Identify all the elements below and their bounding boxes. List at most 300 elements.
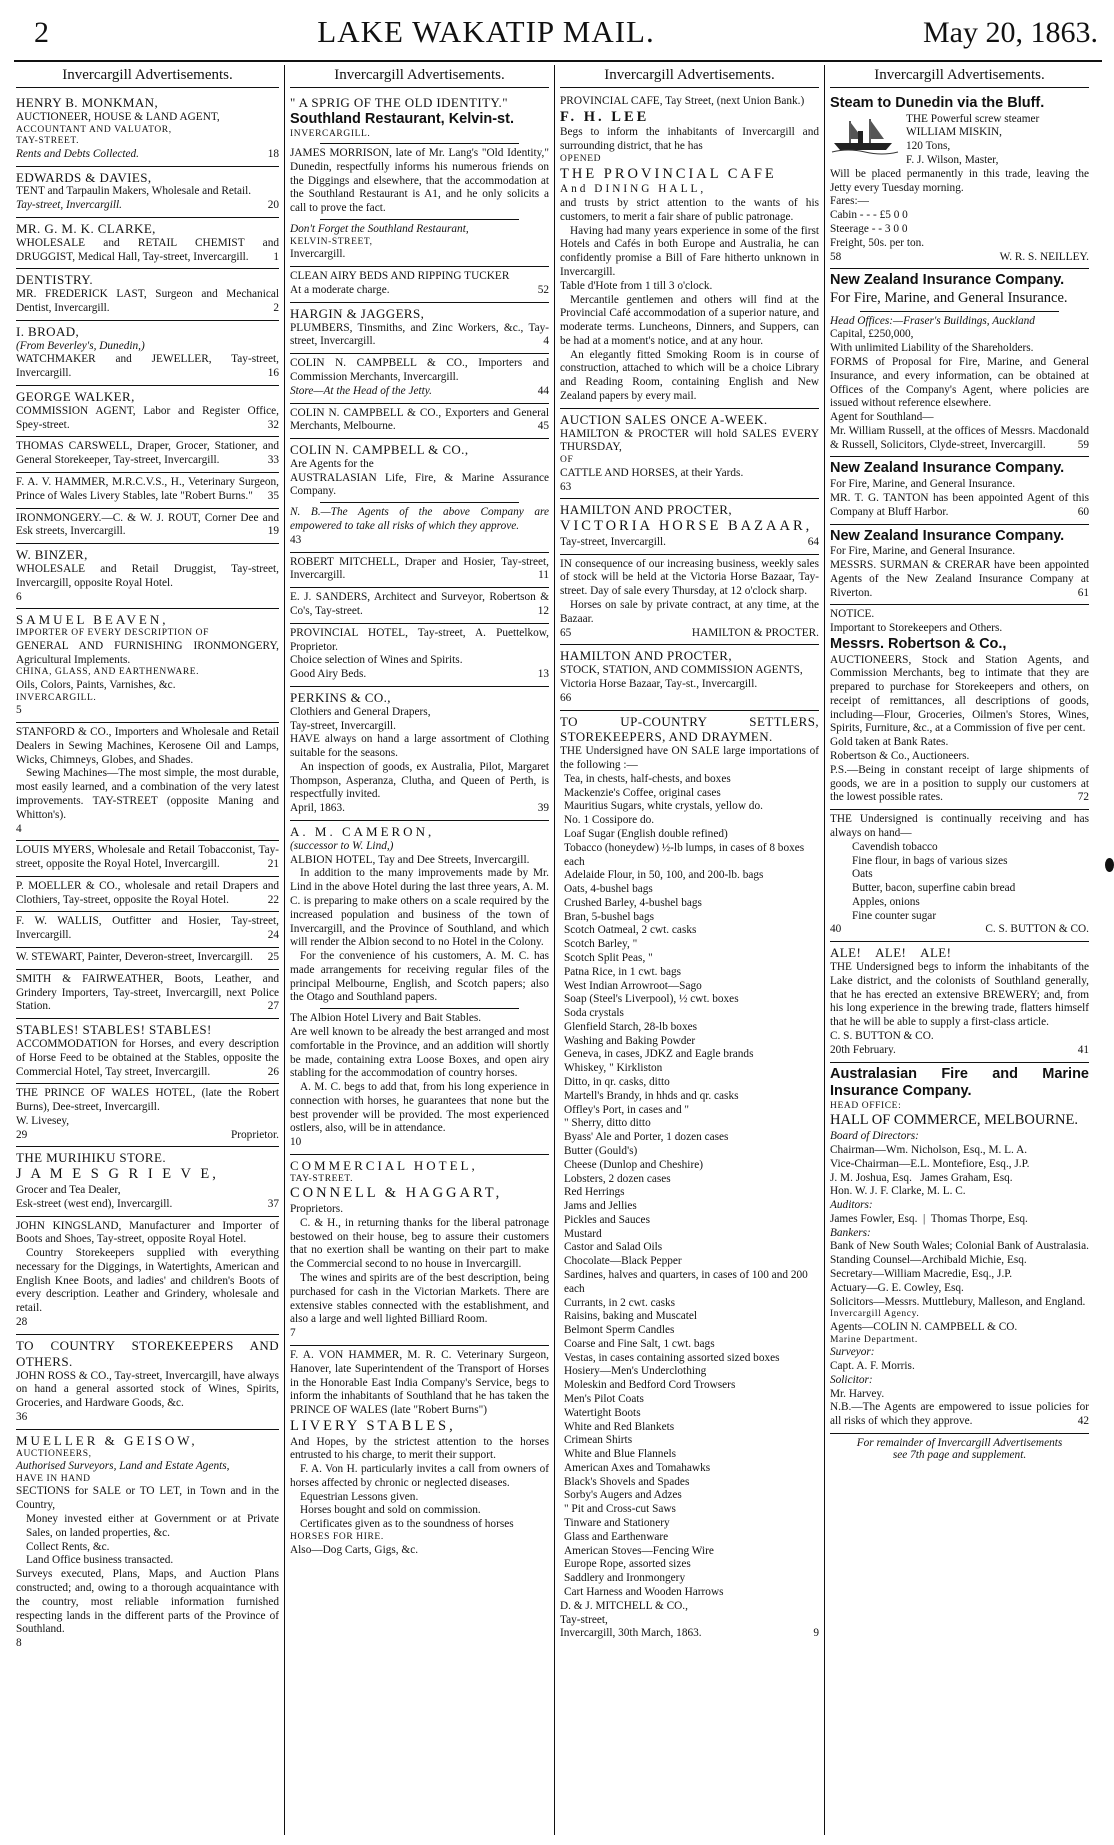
ad-text: Money invested either at Government or at Private Sales, on landed properties, &c. <box>26 1513 279 1539</box>
goods-list-item: Geneva, in cases, JDKZ and Eagle brands <box>564 1048 754 1061</box>
ad-hammer <box>16 473 279 509</box>
ad-text: Good Airy Beds. <box>290 668 367 681</box>
ad-text: CONNELL & HAGGART, <box>290 1185 503 1202</box>
ad-stock-agents <box>560 645 819 710</box>
goods-list-item: No. 1 Cossipore do. <box>564 814 655 827</box>
ad-text: Grocer and Tea Dealer, <box>16 1184 121 1197</box>
ad-text: Don't Forget the Southland Restaurant, <box>290 223 469 236</box>
goods-list-item: Pickles and Sauces <box>564 1213 650 1226</box>
ad-text: With unlimited Liability of the Shareholders. <box>830 342 1034 355</box>
ad-title: A. M. CAMERON, <box>290 823 435 839</box>
ad-text: THE Undersigned begs to inform the inhabitants of the Lake district, and the colonists of Southland generally, that he has erected an extensive BREWERY; and, from his long experience in the brewing trade, flatters himself that he will be able to supply a first-class article. <box>830 961 1089 1029</box>
ad-text: April, 1863. <box>290 802 345 815</box>
ad-title: STABLES! STABLES! STABLES! <box>16 1022 212 1038</box>
ad-kingsland <box>16 1217 279 1335</box>
columns <box>14 65 1102 1835</box>
ad-beaven <box>16 609 279 723</box>
ad-text: COLIN N. CAMPBELL & CO., Importers and Commission Merchants, Invercargill. <box>290 357 549 383</box>
ad-text: Horses bought and sold on commission. <box>300 1504 481 1517</box>
ad-stables <box>16 1019 279 1084</box>
ad-title: COMMERCIAL HOTEL, <box>290 1158 478 1174</box>
goods-list-item: Vestas, in cases containing assorted sized boxes <box>564 1351 780 1364</box>
goods-list-item: West Indian Arrowroot—Sago <box>564 979 702 992</box>
ad-text: F. A. V. HAMMER, M.R.C.V.S., H., Veterinary Surgeon, Prince of Wales Livery Stables, late "Robert Burns." <box>16 476 279 502</box>
ad-number: 22 <box>267 893 279 906</box>
ad-text: E. J. SANDERS, Architect and Surveyor, Robertson & Co's, Tay-street. <box>290 591 549 617</box>
goods-list-item: Raisins, baking and Muscatel <box>564 1310 698 1323</box>
ad-text: Solicitor: <box>830 1373 873 1386</box>
ad-text: In addition to the many improvements made by Mr. Lind in the above Hotel during the last three years, A. M. C. is preparing to make others on a scale required by the increased population and business of the town of Invercargill, and the Province of Southland, and which will render the Albion second to no Hotel in the Colony. <box>290 867 549 949</box>
ad-text: Standing Counsel—Archibald Michie, Esq. <box>830 1254 1027 1267</box>
ad-text: Begs to inform the inhabitants of Invercargill and surrounding district, that he has <box>560 126 819 153</box>
ad-campbell-exporters <box>290 404 549 440</box>
ad-number: 26 <box>267 1065 279 1078</box>
ad-title: GEORGE WALKER, <box>16 389 135 405</box>
ad-text: W. STEWART, Painter, Deveron-street, Invercargill. <box>16 951 253 964</box>
ad-number: 33 <box>267 454 279 467</box>
ad-sanders <box>290 588 549 624</box>
issue-date: May 20, 1863. <box>922 16 1098 49</box>
ad-text: WATCHMAKER and JEWELLER, Tay-street, Invercargill. <box>16 353 279 380</box>
ad-nz-insurance-1 <box>830 269 1089 457</box>
goods-list-item: Scotch Split Peas, " <box>564 952 653 965</box>
column-heading: Invercargill Advertisements. <box>560 65 819 88</box>
goods-list-item: Moleskin and Bedford Cord Trowsers <box>564 1379 736 1392</box>
masthead <box>14 14 1102 62</box>
ad-text: PLUMBERS, Tinsmiths, and Zinc Workers, &c., Tay-street, Invercargill. <box>290 321 549 348</box>
ad-brewery <box>830 942 1089 1062</box>
ad-text: GENERAL AND FURNISHING IRONMONGERY, Agricultural Implements. <box>16 639 279 666</box>
ad-number: 65 <box>560 626 572 639</box>
ad-text: VICTORIA HORSE BAZAAR, <box>560 518 813 535</box>
ad-number: 1 <box>273 250 279 263</box>
ad-text: TAY-STREET. <box>16 136 80 147</box>
goods-list <box>560 773 819 1600</box>
ad-smith <box>16 970 279 1019</box>
ad-rout <box>16 509 279 545</box>
ad-text: JOHN ROSS & CO., Tay-street, Invercargill, have always on hand a general assorted stock of Wines, Spirits, Groceries, and Hardware Goods, &c. <box>16 1369 279 1410</box>
ad-text: For Fire, Marine, and General Insurance. <box>830 545 1016 558</box>
ad-text: Surveyor: <box>830 1346 875 1359</box>
goods-list-item: Jams and Jellies <box>564 1200 637 1213</box>
ad-text: and trusts by strict attention to the wants of his customers, to merit a fair share of public patronage. <box>560 197 819 223</box>
goods-list-item: Loaf Sugar (English double refined) <box>564 827 728 840</box>
ad-provincial-cafe <box>560 92 819 409</box>
goods-list-item: Hosiery—Men's Underclothing <box>564 1365 707 1378</box>
goods-list-item: Europe Rope, assorted sizes <box>564 1558 691 1571</box>
goods-list-item: Men's Pilot Coats <box>564 1393 644 1406</box>
ad-nz-insurance-2 <box>830 457 1089 524</box>
ad-title: MR. G. M. K. CLARKE, <box>16 221 156 236</box>
ad-text: Authorised Surveyors, Land and Estate Agents, <box>16 1460 230 1473</box>
ad-title: New Zealand Insurance Company. <box>830 460 1065 477</box>
ad-text: P.S.—Being in constant receipt of large shipments of goods, we are in a position to supply our customers at the lowest possible rates. <box>830 763 1089 804</box>
ad-number: 35 <box>267 489 279 502</box>
ad-text: Tay-street, Invercargill. <box>560 535 666 548</box>
goods-list-item: Tinware and Stationery <box>564 1517 670 1530</box>
ad-title: Steam to Dunedin via the Bluff. <box>830 95 1045 111</box>
ad-nz-insurance-3 <box>830 525 1089 606</box>
goods-list-item: Lobsters, 2 dozen cases <box>564 1172 671 1185</box>
ad-text: HAVE always on hand a large assortment of Clothing suitable for the seasons. <box>290 733 549 760</box>
ad-number: 4 <box>543 335 549 348</box>
ad-text: AUCTIONEERS, Stock and Station Agents, and Commission Merchants, beg to intimate that they are prepared to purchase for Storekeepers and others, on receipt of remittances, all descriptions of goods, including—Flour, Groceries, Oilmen's Stores, Wines, Spirits, Furniture, &c., at a Commission of five per cent. <box>830 653 1089 735</box>
ad-text: Invercargill Agency. <box>830 1309 920 1320</box>
ad-mitchell <box>290 553 549 589</box>
ad-title: EDWARDS & DAVIES, <box>16 169 152 185</box>
ad-text: (successor to W. Lind,) <box>290 839 394 852</box>
ad-title: The Albion Hotel Livery and Bait Stables. <box>290 1012 482 1025</box>
steamship-icon <box>830 115 900 155</box>
ad-text: KELVIN-STREET, <box>290 236 373 247</box>
ad-title: SAMUEL BEAVEN, <box>16 612 169 628</box>
ad-number: 19 <box>267 525 279 538</box>
ad-text: Are Agents for the <box>290 457 374 470</box>
ad-text: Invercargill. <box>290 248 346 261</box>
goods-list-item: White and Red Blankets <box>564 1420 675 1433</box>
ad-text: Invercargill, 30th March, 1863. <box>560 1627 702 1640</box>
ad-title: Australasian Fire and Marine Insurance Company. <box>830 1065 1089 1100</box>
goods-list-item: Currants, in 2 cwt. casks <box>564 1296 676 1309</box>
ad-text: Auditors: <box>830 1199 873 1212</box>
ad-monkman <box>16 92 279 167</box>
goods-list-item: Soda crystals <box>564 1007 624 1020</box>
goods-list-item: Patna Rice, in 1 cwt. bags <box>564 965 682 978</box>
goods-list-item: Glenfield Starch, 28-lb boxes <box>564 1020 698 1033</box>
ad-text: MR. FREDERICK LAST, Surgeon and Mechanical Dentist, Invercargill. <box>16 288 279 315</box>
ad-text: Freight, 50s. per ton. <box>830 236 925 249</box>
ad-text: The wines and spirits are of the best description, being purchased for cash in the Victorian Markets. There are extensive stables connected with the establishment, and also a large and well lighted Billiard Room. <box>290 1272 549 1326</box>
ad-text: STOCK, STATION, AND COMMISSION AGENTS, <box>560 664 803 677</box>
ad-text: Important to Storekeepers and Others. <box>830 622 1003 635</box>
ad-text: Solicitors—Messrs. Muttlebury, Malleson, and England. <box>830 1295 1086 1308</box>
goods-list-item: Mackenzie's Coffee, original cases <box>564 786 721 799</box>
ad-myers <box>16 841 279 877</box>
ad-text: IMPORTER OF EVERY DESCRIPTION OF <box>16 628 209 639</box>
ad-text: HAVE IN HAND <box>16 1473 91 1484</box>
ad-text: WILLIAM MISKIN, <box>906 126 1003 139</box>
ad-text: Proprietors. <box>290 1203 344 1216</box>
ad-text: CATTLE AND HORSES, at their Yards. <box>560 466 744 479</box>
ad-text: ROBERT MITCHELL, Draper and Hosier, Tay-street, Invercargill. <box>290 555 549 582</box>
ad-campbell-agents <box>290 439 549 553</box>
ad-text: HORSES FOR HIRE. <box>290 1532 384 1543</box>
ad-number: 21 <box>267 858 279 871</box>
goods-list-item: Watertight Boots <box>564 1406 641 1419</box>
divider <box>320 143 519 144</box>
ad-number: 40 <box>830 923 842 936</box>
ad-text: F. A. VON HAMMER, M. R. C. Veterinary Surgeon, Hanover, late Superintendent of the Transport of Horses in the Honorable East India Company's Service, begs to inform the inhabitants of Southland that he has taken the PRINCE OF WALES (late "Robert Burns") <box>290 1348 549 1417</box>
ad-text: THE Undersigned is continually receiving and has always on hand— <box>830 813 1089 839</box>
ad-text: Land Office business transacted. <box>26 1554 174 1567</box>
ad-broad <box>16 321 279 386</box>
goods-list-item: Ditto, in qr. casks, ditto <box>564 1076 670 1089</box>
ad-text: Country Storekeepers supplied with everything necessary for the Diggings, in Watertights, American and English Knee Boots, and ladies' and children's Boots of every description. Leather and Grindery, wholesale and retail. <box>16 1247 279 1315</box>
ad-australasian-insurance <box>830 1063 1089 1434</box>
ad-number: 41 <box>1077 1043 1089 1056</box>
ad-text: FORMS of Proposal for Fire, Marine, and General Insurance, and every information, can be obtained at Offices of the Company's Agent, where policies are issued without reference elsewhere. <box>830 356 1089 410</box>
ad-text: Head Offices:—Fraser's Buildings, Auckland <box>830 314 1035 327</box>
ad-text: TAY-STREET. <box>290 1173 354 1184</box>
ad-number: 20 <box>267 199 279 212</box>
ad-robertson <box>830 605 1089 810</box>
ad-auction-sales <box>560 409 819 500</box>
ad-southland-restaurant <box>290 92 549 267</box>
ad-text: Bank of New South Wales; Colonial Bank of Australasia. <box>830 1240 1089 1253</box>
ad-albion-hotel <box>290 821 549 1155</box>
ad-number: 28 <box>16 1316 28 1329</box>
goods-list-item: Cart Harness and Wooden Harrows <box>564 1585 724 1598</box>
ad-text: (From Beverley's, Dunedin,) <box>16 339 145 352</box>
column-2 <box>284 65 554 1835</box>
ad-text: Clothiers and General Drapers, <box>290 705 431 718</box>
ad-title: HAMILTON AND PROCTER, <box>560 648 733 664</box>
ad-text: Marine Department. <box>830 1334 918 1345</box>
column-3 <box>554 65 824 1835</box>
goods-list-item: American Axes and Tomahawks <box>564 1461 711 1474</box>
ad-number: 61 <box>1077 586 1089 599</box>
ad-title: New Zealand Insurance Company. <box>830 527 1065 544</box>
ad-text: Mercantile gentlemen and others will find at the Provincial Café accommodation of a superior nature, and moderate terms. Luncheons, Dinners, and Suppers, can be had at a moment's notice, and at any hour. <box>560 293 819 347</box>
ad-text: MR. T. G. TANTON has been appointed Agent of this Company at Bluff Harbor. <box>830 491 1089 518</box>
ad-number: 6 <box>16 590 22 603</box>
ad-text: And Hopes, by the strictest attention to the horses entrusted to his charge, to merit their support. <box>290 1435 549 1462</box>
ad-clarke <box>16 218 279 269</box>
ad-text: Equestrian Lessons given. <box>300 1490 419 1503</box>
ad-text: ACCOUNTANT AND VALUATOR, <box>16 124 172 135</box>
ad-title: MUELLER & GEISOW, <box>16 1432 198 1448</box>
ad-title: THE MURIHIKU STORE. <box>16 1150 166 1166</box>
ad-number: 24 <box>267 929 279 942</box>
goods-list-item: Mauritius Sugars, white crystals, yellow do. <box>564 800 763 813</box>
ad-text: Robertson & Co., Auctioneers. <box>830 750 970 763</box>
ad-number: 66 <box>560 691 572 704</box>
ad-text: IN consequence of our increasing business, weekly sales of stock will be held at the Victoria Horse Bazaar, Tay-street. Day of sale every Thursday, at 12 o'clock sharp. <box>560 557 819 598</box>
ad-walker <box>16 386 279 437</box>
ad-text: WHOLESALE and Retail Druggist, Tay-street, Invercargill, opposite Royal Hotel. <box>16 563 279 589</box>
ad-text: LOUIS MYERS, Wholesale and Retail Tobacconist, Tay-street, opposite the Royal Hotel, Invercargill. <box>16 844 279 871</box>
ad-text: Capital, £250,000, <box>830 328 914 341</box>
ad-title: " A SPRIG OF THE OLD IDENTITY." <box>290 95 508 110</box>
ad-title: I. BROAD, <box>16 323 80 339</box>
ad-commercial-hotel <box>290 1155 549 1346</box>
ad-campbell-importers <box>290 354 549 403</box>
goods-list-item: Crushed Barley, 4-bushel bags <box>564 896 702 909</box>
ad-mueller <box>16 1430 279 1655</box>
ad-text: HEAD OFFICE: <box>830 1100 902 1111</box>
ad-von-hammer <box>290 1346 549 1561</box>
ad-text: James Fowler, Esq. | Thomas Thorpe, Esq. <box>830 1212 1028 1225</box>
ad-text: LIVERY STABLES, <box>290 1417 456 1434</box>
ad-number: 16 <box>267 367 279 380</box>
ad-number: 36 <box>16 1410 28 1423</box>
goods-list-item: Belmont Sperm Candles <box>564 1324 675 1337</box>
ad-number: 42 <box>1077 1415 1089 1428</box>
ad-number: 45 <box>537 420 549 433</box>
ad-number: 4 <box>16 822 22 835</box>
ad-number: 64 <box>807 535 819 548</box>
ad-number: 39 <box>537 802 549 815</box>
ad-text: A. M. C. begs to add that, from his long experience in connection with horses, he guarantees that none but the best provender will be provided. The most experienced ostlers, also, will be in attendance. <box>290 1081 549 1135</box>
ad-text: Mr. Harvey. <box>830 1387 885 1400</box>
ad-text: HAMILTON & PROCTER will hold SALES EVERY THURSDAY, <box>560 427 819 454</box>
goods-list-item: Byass' Ale and Porter, 1 dozen cases <box>564 1131 729 1144</box>
goods-list-item: Tea, in chests, half-chests, and boxes <box>564 772 731 785</box>
goods-list-item: Scotch Oatmeal, 2 cwt. casks <box>564 924 697 937</box>
goods-list-item: Whiskey, " Kirkliston <box>564 1062 663 1075</box>
ad-number: 63 <box>560 480 572 493</box>
ad-text: Collect Rents, &c. <box>26 1540 110 1553</box>
ad-text: Secretary—William Macredie, Esq., J.P. <box>830 1267 1013 1280</box>
goods-list-item: Red Herrings <box>564 1186 625 1199</box>
ad-number: 2 <box>273 302 279 315</box>
ad-text: And DINING HALL, <box>560 183 707 196</box>
goods-list-item: Martell's Brandy, in hhds and qr. casks <box>564 1089 739 1102</box>
ad-text: Table d'Hote from 1 till 3 o'clock. <box>560 279 713 292</box>
ad-text: HALL OF COMMERCE, MELBOURNE. <box>830 1112 1078 1129</box>
ad-stewart <box>16 948 279 970</box>
ad-number: 8 <box>16 1637 22 1650</box>
ad-hargin <box>290 303 549 354</box>
ad-text: Horses on sale by private contract, at any time, at the Bazaar. <box>560 599 819 625</box>
ad-text: Esk-street (west end), Invercargill. <box>16 1197 173 1210</box>
ad-prince-of-wales <box>16 1084 279 1147</box>
ad-text: IRONMONGERY.—C. & W. J. ROUT, Corner Dee and Esk streets, Invercargill. <box>16 511 279 538</box>
ad-text: COMMISSION AGENT, Labor and Register Office, Spey-street. <box>16 404 279 431</box>
ad-text: HAMILTON & PROCTER. <box>691 626 819 639</box>
ad-text: SECTIONS for SALE or TO LET, in Town and in the Country, <box>16 1485 279 1512</box>
ad-text: Will be placed permanently in this trade, leaving the Jetty every Tuesday morning. <box>830 167 1089 194</box>
ad-horse-bazaar <box>560 499 819 554</box>
ad-text: Sewing Machines—The most simple, the most durable, most easily learned, and a combination of the very latest improvements. TAY-STREET (opposite Maning and Whitton's). <box>16 767 279 821</box>
newspaper-title: LAKE WAKATIP MAIL. <box>317 14 655 49</box>
ad-text: An elegantly fitted Smoking Room is in course of construction, attached to which will be a choice Library and Reading Room, containing English and New Zealand papers by every mail. <box>560 348 819 403</box>
goods-list-item: Soap (Steel's Liverpool), ½ cwt. boxes <box>564 993 739 1006</box>
ad-number: 58 <box>830 250 842 263</box>
ad-carswell <box>16 437 279 473</box>
ad-text: Surveys executed, Plans, Maps, and Auction Plans constructed; and, owing to a thorough acquaintance with the country, most reliable information furnished respecting lands in the different parts of the Province of Southland. <box>16 1568 279 1636</box>
ad-text: J A M E S G R I E V E, <box>16 1166 219 1183</box>
ad-number: 60 <box>1077 505 1089 518</box>
goods-list-item: Sorby's Augers and Adzes <box>564 1489 682 1502</box>
goods-list-item: Black's Shovels and Spades <box>564 1475 690 1488</box>
ad-text: Mr. William Russell, at the offices of Messrs. Macdonald & Russell, Solicitors, Clyde-street, Invercargill. <box>830 424 1089 451</box>
list-item: Butter, bacon, superfine cabin bread <box>852 882 1016 895</box>
ad-text: Vice-Chairman—E.L. Montefiore, Esq., J.P. <box>830 1157 1030 1170</box>
ad-text: For the convenience of his customers, A. M. C. has made arrangements for receiving regular files of the principal Melbourne, English, and Scotch papers; also the Otago and Southland papers. <box>290 950 549 1004</box>
goods-list-item: White and Blue Flannels <box>564 1448 677 1461</box>
ad-text: THOMAS CARSWELL, Draper, Grocer, Stationer, and General Storekeeper, Tay-street, Invercargill. <box>16 440 279 467</box>
goods-list-item: Washing and Baking Powder <box>564 1034 696 1047</box>
ad-number: 18 <box>267 147 279 160</box>
ad-button-supplies <box>830 810 1089 942</box>
goods-list-item: Bran, 5-bushel bags <box>564 910 655 923</box>
ad-text: Agents—COLIN N. CAMPBELL & CO. <box>830 1320 1018 1333</box>
ad-text: JOHN KINGSLAND, Manufacturer and Importer of Boots and Shoes, Tay-street, opposite Royal Hotel. <box>16 1219 279 1246</box>
ad-title: AUCTION SALES ONCE A-WEEK. <box>560 411 768 427</box>
ad-title: HARGIN & JAGGERS, <box>290 305 425 321</box>
ad-text: F. A. Von H. particularly invites a call from owners of horses affected by chronic or neglected diseases. <box>290 1463 549 1489</box>
ad-title: CLEAN AIRY BEDS AND RIPPING TUCKER <box>290 270 510 283</box>
ad-text: AUCTIONEER, HOUSE & LAND AGENT, <box>16 110 220 123</box>
ad-text: 120 Tons, <box>906 140 951 153</box>
ad-text: F. W. WALLIS, Outfitter and Hosier, Tay-street, Invercargill. <box>16 915 279 942</box>
ad-title: COLIN N. CAMPBELL & CO., <box>290 442 469 458</box>
ad-provincial-hotel <box>290 624 549 687</box>
ad-number: 59 <box>1077 438 1089 451</box>
ad-title: TO COUNTRY STOREKEEPERS AND OTHERS. <box>16 1337 279 1369</box>
goods-list-item: Adelaide Flour, in 50, 100, and 200-lb. bags <box>564 869 764 882</box>
ad-text: W. R. S. NEILLEY. <box>999 250 1089 263</box>
ad-text: OPENED <box>560 154 602 165</box>
ad-title: TO UP-COUNTRY SETTLERS, STOREKEEPERS, AND DRAYMEN. <box>560 713 819 745</box>
ad-number: 9 <box>813 1627 819 1640</box>
column-4 <box>824 65 1094 1835</box>
ad-number: 32 <box>267 418 279 431</box>
ad-text: Oils, Colors, Paints, Varnishes, &c. <box>16 678 176 691</box>
page-footer-note <box>830 1434 1089 1461</box>
ad-text: THE Undersigned have ON SALE large importations of the following :— <box>560 745 819 772</box>
ad-text: An inspection of goods, ex Australia, Pilot, Margaret Thompson, Asperanza, Clutha, and Queen of Perth, is respectfully invited. <box>290 760 549 801</box>
ad-text: Choice selection of Wines and Spirits. <box>290 654 463 667</box>
column-1 <box>14 65 284 1835</box>
ad-text: AUCTIONEERS, <box>16 1448 92 1459</box>
ad-steamer <box>830 92 1089 269</box>
goods-list-item: Offley's Port, in cases and " <box>564 1103 690 1116</box>
ad-text: THE Powerful screw steamer <box>906 112 1040 125</box>
ad-title: THE PROVINCIAL CAFE <box>560 165 777 182</box>
goods-list-item: Cheese (Dunlop and Cheshire) <box>564 1158 703 1171</box>
ad-number: 13 <box>537 668 549 681</box>
ad-tucker <box>290 267 549 303</box>
ad-text: COLIN N. CAMPBELL & CO., Exporters and General Merchants, Melbourne. <box>290 406 549 433</box>
ad-text: C. S. BUTTON & CO. <box>830 1029 934 1042</box>
goods-list-item: Crimean Shirts <box>564 1434 633 1447</box>
ad-up-country <box>560 711 819 1646</box>
ad-stanford <box>16 723 279 841</box>
list-item: Cavendish tobacco <box>852 840 938 853</box>
ad-title: W. BINZER, <box>16 547 88 563</box>
ad-text: AUSTRALASIAN Life, Fire, & Marine Assurance Company. <box>290 471 549 498</box>
goods-list-item: Glass and Earthenware <box>564 1530 669 1543</box>
ad-text: Capt. A. F. Morris. <box>830 1360 915 1373</box>
ad-text: Agent for Southland— <box>830 411 934 424</box>
ad-perkins <box>290 687 549 821</box>
list-item: Apples, onions <box>852 895 920 908</box>
ad-text: Also—Dog Carts, Gigs, &c. <box>290 1543 419 1556</box>
ad-number: 5 <box>16 704 22 717</box>
ad-text: For Fire, Marine, and General Insurance. <box>830 289 1068 306</box>
ad-title: New Zealand Insurance Company. <box>830 272 1065 289</box>
ad-text: Rents and Debts Collected. <box>16 147 139 160</box>
goods-list-item: Coarse and Fine Salt, 1 cwt. bags <box>564 1337 715 1350</box>
ad-title: F. H. LEE <box>560 108 650 125</box>
ad-text: Store—At the Head of the Jetty. <box>290 384 433 397</box>
ad-text: Actuary—G. E. Cowley, Esq. <box>830 1281 964 1294</box>
ad-number: 7 <box>290 1327 296 1340</box>
goods-list-item: " Pit and Cross-cut Saws <box>564 1503 676 1516</box>
ad-number: 25 <box>267 951 279 964</box>
ad-text: At a moderate charge. <box>290 283 390 296</box>
ad-title: Southland Restaurant, Kelvin-st. <box>290 110 514 127</box>
ad-text: ALBION HOTEL, Tay and Dee Streets, Invercargill. <box>290 853 530 866</box>
list-item: Oats <box>852 868 873 881</box>
goods-list-item: Sardines, halves and quarters, in cases of 100 and 200 each <box>564 1268 808 1295</box>
ad-number: 72 <box>1077 791 1089 804</box>
fare-steerage: Steerage - - 3 0 0 <box>830 222 908 235</box>
margin-ink-dot <box>1105 858 1114 872</box>
goods-list-item: Chocolate—Black Pepper <box>564 1255 682 1268</box>
